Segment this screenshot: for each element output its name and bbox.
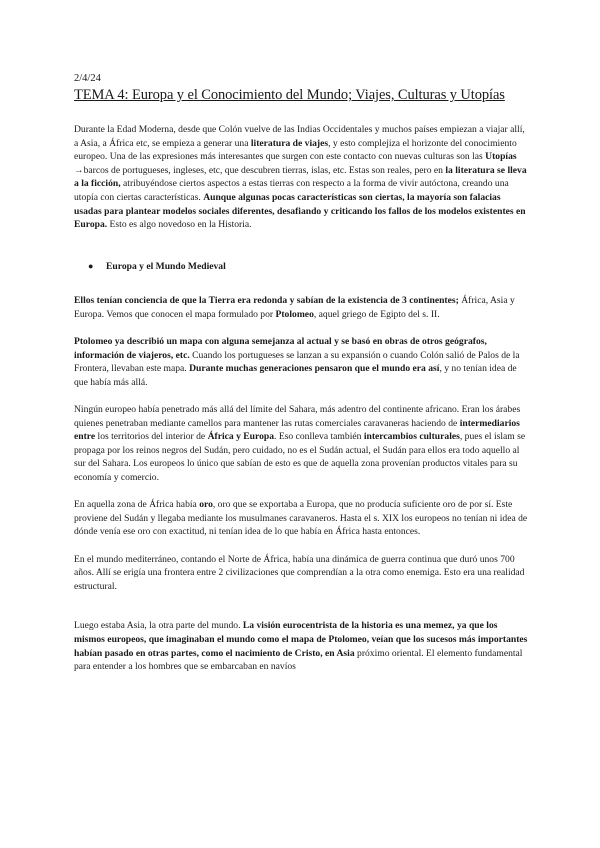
- paragraph-ptolomeo: Ptolomeo ya describió un mapa con alguna semejanza al actual y se basó en obras de otros geógrafos, información de viajeros, etc. Cuando los portugueses se lanzan a su expansión o cuando Colón salió de Palos de la Frontera, llevaban este mapa. Durante muchas generaciones pensaron que el mundo era así, y no tenían idea de que había más allá.: [74, 336, 520, 388]
- page-title: TEMA 4: Europa y el Conocimiento del Mundo; Viajes, Culturas y Utopías: [74, 87, 505, 103]
- paragraph-asia: Luego estaba Asia, la otra parte del mundo. La visión eurocentrista de la historia es una memez, ya que los mismos europeos, que imaginaban el mundo como el mapa de Ptolomeo, veían que los sucesos más importantes habían pasado en otras partes, como el nacimiento de Cristo, en Asia próximo oriental. El elemento fundamental para entender a los hombres que se embarcaban en navíos: [74, 620, 528, 673]
- document-page: [74, 72, 528, 674]
- date: 2/4/24: [74, 73, 101, 84]
- paragraph-sahara: Ningún europeo había penetrado más allá del límite del Sahara, más adentro del continente africano. Eran los árabes quienes penetraban mediante camellos para mantener las rutas comerciales caravaneras haciendo de intermediarios entre los territorios del interior de África y Europa. Eso conlleva también intercambios culturales, pues el islam se propaga por los reinos negros del Sudán, pero cuidado, no es el Sudán actual, el Sudán para ellos era todo aquello al sur del Sahara. Los europeos lo único que sabían de esto es que de aquella zona provenían productos vitales para su economía y comercio.: [74, 404, 526, 484]
- bullet-icon: ●: [88, 260, 94, 271]
- section-heading: [74, 260, 528, 274]
- intro-paragraph: Durante la Edad Moderna, desde que Colón vuelve de las Indias Occidentales y muchos países empiezan a viajar allí, a Asia, a África etc, se empieza a generar una literatura de viajes, y esto complejiza el horizonte del conocimiento europeo. Una de las expresiones más interesantes que surgen con este contacto con nuevas culturas son las Utopías →barcos de portugueses, ingleses, etc, que descubren tierras, islas, etc. Estas son reales, pero en la literatura se lleva a la ficción, atribuyéndose ciertos aspectos a estas tierras con respecto a la forma de vivir autóctona, creando una utopía con ciertas características. Aunque algunas pocas características son ciertas, la mayoría son falacias usadas para plantear modelos sociales diferentes, desafiando y criticando los fallos de los modelos existentes en Europa. Esto es algo novedoso en la Historia.: [74, 124, 527, 231]
- paragraph-conciencia: Ellos tenían conciencia de que la Tierra era redonda y sabían de la existencia de 3 continentes; África, Asia y Europa. Vemos que conocen el mapa formulado por Ptolomeo, aquel griego de Egipto del s. II.: [74, 295, 515, 320]
- paragraph-mediterraneo: En el mundo mediterráneo, contando el Norte de África, había una dinámica de guerra continua que duró unos 700 años. Allí se erigía una frontera entre 2 civilizaciones que comprendían a la otra como enemiga. Esto era una realidad estructural.: [74, 553, 525, 592]
- paragraph-oro: En aquella zona de África había oro, oro que se exportaba a Europa, que no producía suficiente oro de por sí. Este proviene del Sudán y llegaba mediante los musulmanes caravaneros. Hasta el s. XIX los europeos no tenían ni idea de dónde venía ese oro con exactitud, ni tenían idea de lo que había en África hasta entonces.: [74, 499, 528, 538]
- section-heading-label: Europa y el Mundo Medieval: [106, 260, 226, 272]
